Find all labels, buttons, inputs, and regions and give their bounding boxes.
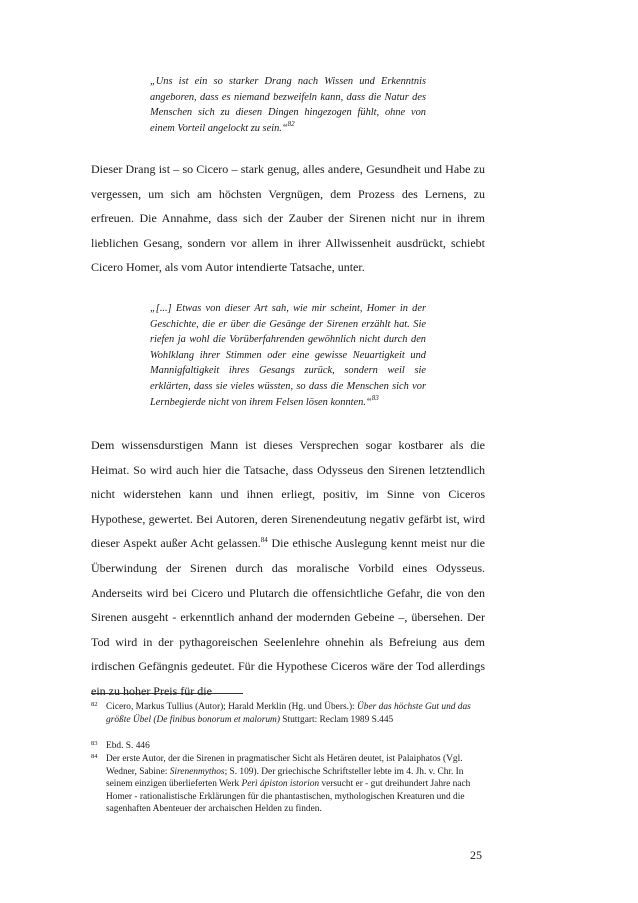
footnote-number: 84 xyxy=(91,753,98,760)
footnote-text: versucht er - gut dreihundert Jahre nach Homer - rationalistische Erklärungen für die phantastischen, mythologischen Kreaturen und die sagenhaften Abenteuer der archaischen Helden zu finden. xyxy=(106,779,471,815)
footnote-separator xyxy=(91,693,243,694)
paragraph-2-text-b: Die ethische Auslegung kennt meist nur die Überwindung der Sirenen durch das moralische Vorbild eines Odysseus. Anderseits wird bei Cicero und Plutarch die offensichtliche Gefahr, die von den Sirenen ausgeht - erkenntlich anhand der modernden Gebeine –, übersehen. Der Tod wird in der pythagoreischen Seelenlehre ohnehin als Befreiung aus dem irdischen Gefängnis gedeutet. Für die Hypothese Ciceros wäre der Tod allerdings ein zu hoher Preis für die xyxy=(91,536,486,698)
footnote-82 xyxy=(91,701,485,726)
footnote-number: 83 xyxy=(91,740,98,747)
paragraph-1-text: Dieser Drang ist – so Cicero – stark genug, alles andere, Gesundheit und Habe zu vergessen, um sich am höchsten Vergnügen, dem Prozess des Lernens, zu erfreuen. Die Annahme, dass sich der Zauber der Sirenen nicht nur in ihrem lieblichen Gesang, sondern vor allem in ihrer Allwissenheit ausdrückt, schiebt Cicero Homer, als vom Autor intendierte Tatsache, unter. xyxy=(91,162,485,275)
footnote-title: Sirenenmythos xyxy=(169,766,225,777)
footnote-text: Stuttgart: Reclam 1989 S.445 xyxy=(279,714,394,725)
body-paragraph-2 xyxy=(91,433,485,704)
footnote-text: Der erste Autor, der die Sirenen in pragmatischer Sicht als Hetären deutet, ist Palaiphatos (Vgl. Wedner, Sabine: xyxy=(106,754,463,777)
page-number: 25 xyxy=(470,848,482,862)
block-quote-2 xyxy=(150,301,426,410)
block-quote-1 xyxy=(150,74,426,136)
paragraph-2-text-a: Dem wissensdurstigen Mann ist dieses Versprechen sogar kostbarer als die Heimat. So wird auch hier die Tatsache, dass Odysseus den Sirenen letztendlich nicht widerstehen kann und ihnen erliegt, positiv, im Sinne von Ciceros Hypothese, gewertet. Bei Autoren, deren Sirenendeutung negativ gefärbt ist, wird dieser Aspekt außer Acht gelassen. xyxy=(91,438,485,551)
footnote-title: Perì ápiston istorion xyxy=(241,779,320,790)
footnote-ref-82[interactable]: 82 xyxy=(287,119,295,128)
footnote-ref-84[interactable]: 84 xyxy=(260,536,268,545)
footnote-text: Ebd. S. 446 xyxy=(106,741,150,751)
footnote-84 xyxy=(91,753,485,816)
footnote-title: Über das höchste Gut und das größte Übel (De finibus bonorum et malorum) xyxy=(106,702,471,725)
footnote-83 xyxy=(91,740,485,753)
footnote-text: Cicero, Markus Tullius (Autor); Harald Merklin (Hg. und Übers.): xyxy=(106,702,358,712)
footnote-text: ; S. 109). Der griechische Schriftsteller lebte im 4. Jh. v. Chr. In seinem einzigen überlieferten Werk xyxy=(106,766,464,790)
quote-1-text: „Uns ist ein so starker Drang nach Wissen und Erkenntnis angeboren, dass es niemand bezweifeln kann, dass die Natur des Menschen sich zu diesen Dingen hingezogen fühlt, ohne von einem Vorteil angelockt zu sein.“ xyxy=(150,76,426,134)
footnote-number: 82 xyxy=(91,701,98,708)
footnote-ref-83[interactable]: 83 xyxy=(371,393,379,402)
body-paragraph-1 xyxy=(91,157,485,280)
quote-2-text: „[...] Etwas von dieser Art sah, wie mir scheint, Homer in der Geschichte, die er über die Gesänge der Sirenen erzählt hat. Sie riefen ja wohl die Vorüberfahrenden gewöhnlich nicht durch den Wohlklang ihrer Stimmen oder eine gewisse Neuartigkeit und Mannigfaltigkeit ihres Gesangs zurück, sondern weil sie erklärten, dass sie vieles wüssten, so dass die Menschen sich vor Lernbegierde nicht von ihrem Felsen lösen konnten.“ xyxy=(150,303,426,408)
